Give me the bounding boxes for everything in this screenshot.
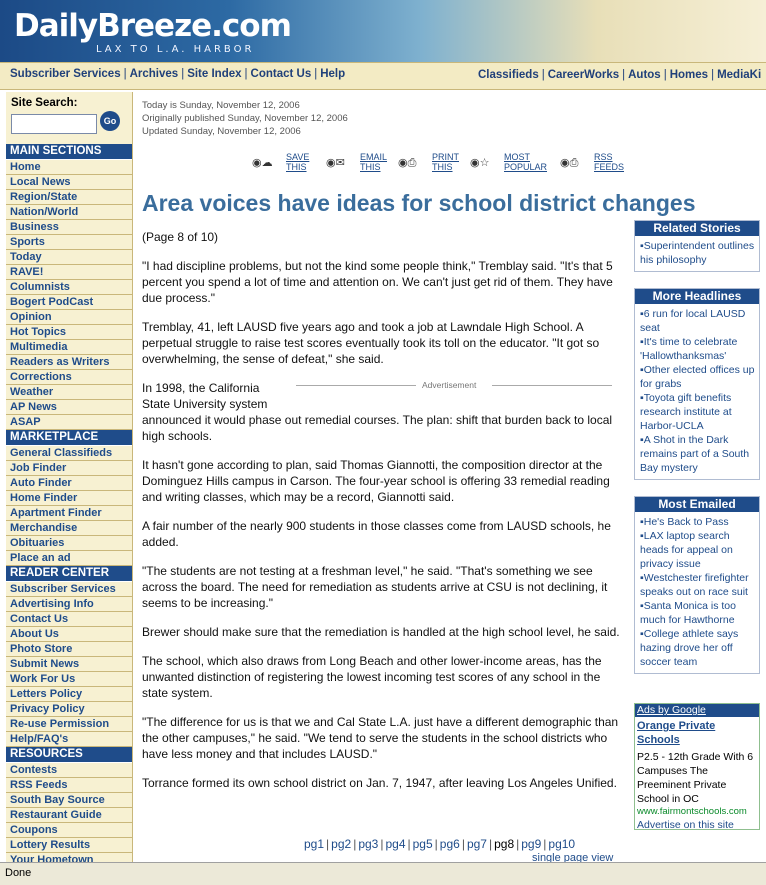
sidebar-item-submit-news[interactable]: Submit News: [6, 657, 132, 672]
nav-separator: |: [541, 69, 545, 81]
tool-label[interactable]: [286, 152, 309, 172]
tool-label[interactable]: [432, 152, 459, 172]
tool-label-line1: MOST: [504, 152, 530, 162]
rss-icon: ◉⎙: [560, 157, 579, 169]
sidebar-nav: [6, 144, 132, 862]
article-paragraph: Brewer should make sure that the remediation is handled at the high school level, he said.: [142, 625, 620, 639]
article-paragraph: It hasn't gone according to plan, said Thomas Giannotti, the composition director at the Dominguez Hills campus in Carson. The four-year school is offering 33 remedial reading and writing classes, which may be a record, Giannotti said.: [142, 458, 610, 504]
top-nav-link-site-index[interactable]: Site Index: [187, 68, 242, 80]
sidebar-item-opinion[interactable]: Opinion: [6, 310, 132, 325]
pager-separator: |: [326, 837, 330, 851]
article-paragraph: "The students are not testing at a freshman level," he said. "That's something we see across the board. The need for remediation as students arrive at CSU is not declining, it seems to be increasing.": [142, 564, 608, 610]
nav-separator: |: [622, 69, 626, 81]
pager-link-pg2[interactable]: pg2: [331, 837, 352, 851]
top-nav-link-contact-us[interactable]: Contact Us: [250, 68, 312, 80]
sidebar-item-contests[interactable]: Contests: [6, 763, 132, 778]
sidebar-item-corrections[interactable]: Corrections: [6, 370, 132, 385]
tool-label-line2: THIS: [360, 162, 381, 172]
sidebar-item-local-news[interactable]: Local News: [6, 175, 132, 190]
page-note: (Page 8 of 10): [142, 230, 219, 244]
sidebar-item-business[interactable]: Business: [6, 220, 132, 235]
sidebar-item-about-us[interactable]: About Us: [6, 627, 132, 642]
related-stories-title: Related Stories: [635, 221, 759, 236]
nav-separator: |: [711, 69, 715, 81]
tool-label-line1: EMAIL: [360, 152, 388, 162]
sidebar-item-columnists[interactable]: Columnists: [6, 280, 132, 295]
browser-status-bar: [0, 862, 766, 885]
sidebar-item-auto-finder[interactable]: Auto Finder: [6, 476, 132, 491]
sidebar-item-your-hometown[interactable]: Your Hometown: [6, 853, 132, 862]
site-search-label: Site Search:: [11, 97, 78, 109]
tool-label-line2: FEEDS: [594, 162, 625, 172]
top-nav-link-mediaki[interactable]: MediaKi: [717, 69, 762, 81]
related-stories-list: [635, 239, 759, 271]
pager-link-pg1[interactable]: pg1: [304, 837, 325, 851]
sidebar-item-home-finder[interactable]: Home Finder: [6, 491, 132, 506]
sidebar-item-rss-feeds[interactable]: RSS Feeds: [6, 778, 132, 793]
sidebar-item-contact-us[interactable]: Contact Us: [6, 612, 132, 627]
tool-label-line1: PRINT: [432, 152, 459, 162]
sidebar-item-region-state[interactable]: Region/State: [6, 190, 132, 205]
sidebar-item-today[interactable]: Today: [6, 250, 132, 265]
tool-label[interactable]: [360, 152, 387, 172]
sidebar-item-readers-as-writers[interactable]: Readers as Writers: [6, 355, 132, 370]
site-search-input[interactable]: [11, 114, 97, 134]
ad-title-link[interactable]: Orange Private Schools: [637, 720, 716, 746]
top-nav-link-classifieds[interactable]: Classifieds: [478, 69, 539, 81]
nav-separator: |: [181, 68, 185, 80]
tool-label[interactable]: [504, 152, 547, 172]
search-go-button[interactable]: Go: [100, 111, 120, 131]
emailed-item-link[interactable]: ▪ Westchester firefighter speaks out on race suit: [640, 571, 756, 599]
most-emailed-list: [635, 515, 759, 673]
star-icon: ◉☆: [470, 157, 490, 169]
nav-separator: |: [663, 69, 667, 81]
pager-separator: |: [461, 837, 465, 851]
more-headlines-list: [635, 307, 759, 479]
pager-link-pg8: pg8: [494, 837, 515, 851]
article-paragraph: Tremblay, 41, left LAUSD five years ago and took a job at Lawndale High School. A perpetual struggle to raise test scores eventually took its toll on the educator. "It got so overwhelming, the sense of defeat," she said.: [142, 320, 600, 366]
today-date: Today is Sunday, November 12, 2006: [142, 100, 300, 111]
sidebar-item-merchandise[interactable]: Merchandise: [6, 521, 132, 536]
sidebar-item-obituaries[interactable]: Obituaries: [6, 536, 132, 551]
single-page-view-link[interactable]: single page view: [532, 852, 614, 862]
tool-label-line1: RSS: [594, 152, 613, 162]
sidebar-item-bogert-podcast[interactable]: Bogert PodCast: [6, 295, 132, 310]
divider-rule-left: [296, 385, 416, 386]
advertisement-divider: [296, 380, 612, 390]
sidebar-item-re-use-permission[interactable]: Re-use Permission: [6, 717, 132, 732]
pager-link-pg4[interactable]: pg4: [385, 837, 406, 851]
divider-rule-right: [492, 385, 612, 386]
top-nav-left-links: [10, 68, 345, 80]
pager-link-pg10[interactable]: pg10: [548, 837, 576, 851]
top-nav-link-help[interactable]: Help: [320, 68, 346, 80]
pager-link-pg5[interactable]: pg5: [412, 837, 433, 851]
related-stories-box: [634, 220, 760, 272]
ad-url[interactable]: www.fairmontschools.com: [637, 806, 747, 817]
nav-separator: |: [244, 68, 248, 80]
pager-link-pg6[interactable]: pg6: [439, 837, 460, 851]
top-nav-link-subscriber-services[interactable]: Subscriber Services: [10, 68, 121, 80]
paragraph-lead: In 1998, the California State University system: [142, 381, 268, 411]
pager-separator: |: [543, 837, 547, 851]
advertisement-label: Advertisement: [422, 380, 477, 390]
status-text: Done: [5, 867, 32, 879]
top-navigation: [0, 62, 766, 90]
headlines-item-link[interactable]: ▪ It's time to celebrate 'Hallowthanksmas': [640, 335, 756, 363]
pager-separator: |: [434, 837, 438, 851]
article-paragraph: A fair number of the nearly 900 students in those classes come from LAUSD schools, he added.: [142, 519, 611, 549]
sidebar-item-home[interactable]: Home: [6, 160, 132, 175]
ads-by-google-link[interactable]: Ads by Google: [635, 704, 759, 717]
emailed-item-link[interactable]: ▪ Santa Monica is too much for Hawthorne: [640, 599, 756, 627]
pager-separator: |: [380, 837, 384, 851]
pager-link-pg9[interactable]: pg9: [521, 837, 542, 851]
most-emailed-box: [634, 496, 760, 674]
article-paragraph: "The difference for us is that we and Cal State L.A. just have a different demographic than the other campuses," he said. "We tend to serve the students in the school districts who have less money and that includes LAUSD.": [142, 715, 619, 761]
sidebar-item-place-an-ad[interactable]: Place an ad: [6, 551, 132, 566]
sidebar-item-weather[interactable]: Weather: [6, 385, 132, 400]
tool-label[interactable]: [594, 152, 624, 172]
sidebar-item-photo-store[interactable]: Photo Store: [6, 642, 132, 657]
pager-separator: |: [488, 837, 493, 851]
pager-link-pg7[interactable]: pg7: [466, 837, 487, 851]
most-emailed-title: Most Emailed: [635, 497, 759, 512]
pager-separator: |: [407, 837, 411, 851]
tool-label-line2: THIS: [432, 162, 453, 172]
headlines-item-link[interactable]: ▪ A Shot in the Dark remains part of a South Bay mystery: [640, 433, 756, 475]
print-icon: ◉⎙: [398, 157, 417, 169]
sidebar-item-work-for-us[interactable]: Work For Us: [6, 672, 132, 687]
sidebar-item-sports[interactable]: Sports: [6, 235, 132, 250]
article-headline: Area voices have ideas for school district changes: [142, 190, 696, 216]
sidebar-item-rave[interactable]: RAVE!: [6, 265, 132, 280]
sidebar-item-advertising-info[interactable]: Advertising Info: [6, 597, 132, 612]
sidebar-item-restaurant-guide[interactable]: Restaurant Guide: [6, 808, 132, 823]
tool-label-line1: SAVE: [286, 152, 310, 162]
sidebar-item-subscriber-services[interactable]: Subscriber Services: [6, 582, 132, 597]
related-item-link[interactable]: ▪ Superintendent outlines his philosophy: [640, 239, 756, 267]
sidebar-section-resources: RESOURCES: [6, 747, 132, 763]
pager-link-pg3[interactable]: pg3: [358, 837, 379, 851]
top-nav-right-links: [478, 69, 761, 81]
sidebar-item-letters-policy[interactable]: Letters Policy: [6, 687, 132, 702]
tool-label-line2: POPULAR: [504, 162, 548, 172]
paragraph-rest: announced it would phase out remedial courses. The plan: shift that burden back to local high schools.: [142, 413, 613, 443]
sidebar-item-job-finder[interactable]: Job Finder: [6, 461, 132, 476]
article-pager: [304, 837, 575, 851]
sidebar-item-multimedia[interactable]: Multimedia: [6, 340, 132, 355]
top-nav-link-autos[interactable]: Autos: [628, 69, 661, 81]
nav-separator: |: [123, 68, 127, 80]
sidebar-item-lottery-results[interactable]: Lottery Results: [6, 838, 132, 853]
headlines-item-link[interactable]: ▪ Other elected offices up for grabs: [640, 363, 756, 391]
article-paragraph: Torrance formed its own school district on Jan. 7, 1947, after leaving Los Angeles Unified.: [142, 776, 617, 790]
advertise-link[interactable]: Advertise on this site: [637, 819, 734, 830]
sidebar-item-asap[interactable]: ASAP: [6, 415, 132, 430]
left-sidebar: [6, 92, 133, 862]
sidebar-item-coupons[interactable]: Coupons: [6, 823, 132, 838]
sidebar-item-general-classifieds[interactable]: General Classifieds: [6, 446, 132, 461]
published-date: Originally published Sunday, November 12, 2006: [142, 113, 348, 124]
nav-separator: |: [314, 68, 318, 80]
updated-date: Updated Sunday, November 12, 2006: [142, 126, 301, 137]
save-icon: ◉☁: [252, 157, 273, 169]
article-body: [142, 229, 624, 804]
email-icon: ◉✉: [326, 157, 345, 169]
emailed-item-link[interactable]: ▪ College athlete says hazing drove her off soccer team: [640, 627, 756, 669]
emailed-item-link[interactable]: ▪ He's Back to Pass: [640, 515, 756, 529]
site-tagline: LAX TO L.A. HARBOR: [96, 44, 255, 55]
ad-description: P2.5 - 12th Grade With 6 Campuses The Preeminent Private School in OC: [637, 751, 754, 805]
emailed-item-link[interactable]: ▪ LAX laptop search heads for appeal on privacy issue: [640, 529, 756, 571]
headlines-item-link[interactable]: ▪ Toyota gift benefits research institute at Harbor-UCLA: [640, 391, 756, 433]
sidebar-item-nation-world[interactable]: Nation/World: [6, 205, 132, 220]
top-nav-link-homes[interactable]: Homes: [669, 69, 709, 81]
tool-label-line2: THIS: [286, 162, 307, 172]
article-paragraph: The school, which also draws from Long Beach and other lower-income areas, has the unwanted distinction of registering the lowest incoming test scores of any school in the state system.: [142, 654, 602, 700]
sidebar-section-reader-center: READER CENTER: [6, 566, 132, 582]
headlines-item-link[interactable]: ▪ 6 run for local LAUSD seat: [640, 307, 756, 335]
google-ad-box: [634, 703, 760, 830]
more-headlines-title: More Headlines: [635, 289, 759, 304]
pager-separator: |: [353, 837, 357, 851]
more-headlines-box: [634, 288, 760, 480]
pager-separator: |: [516, 837, 520, 851]
article-dates: [142, 99, 348, 138]
sidebar-item-south-bay-source[interactable]: South Bay Source: [6, 793, 132, 808]
sidebar-item-ap-news[interactable]: AP News: [6, 400, 132, 415]
sidebar-item-apartment-finder[interactable]: Apartment Finder: [6, 506, 132, 521]
top-nav-link-careerworks[interactable]: CareerWorks: [547, 69, 620, 81]
sidebar-item-help-faq-s[interactable]: Help/FAQ's: [6, 732, 132, 747]
site-logo[interactable]: DailyBreeze.com: [14, 8, 291, 44]
sidebar-item-privacy-policy[interactable]: Privacy Policy: [6, 702, 132, 717]
sidebar-section-main-sections: MAIN SECTIONS: [6, 144, 132, 160]
sidebar-item-hot-topics[interactable]: Hot Topics: [6, 325, 132, 340]
masthead: [0, 0, 766, 62]
article-paragraph: "I had discipline problems, but not the kind some people think," Tremblay said. "It's that 5 percent you spend a lot of time and attention on. We can't just get rid of them. They have due process.": [142, 259, 613, 305]
sidebar-section-marketplace: MARKETPLACE: [6, 430, 132, 446]
top-nav-link-archives[interactable]: Archives: [129, 68, 179, 80]
